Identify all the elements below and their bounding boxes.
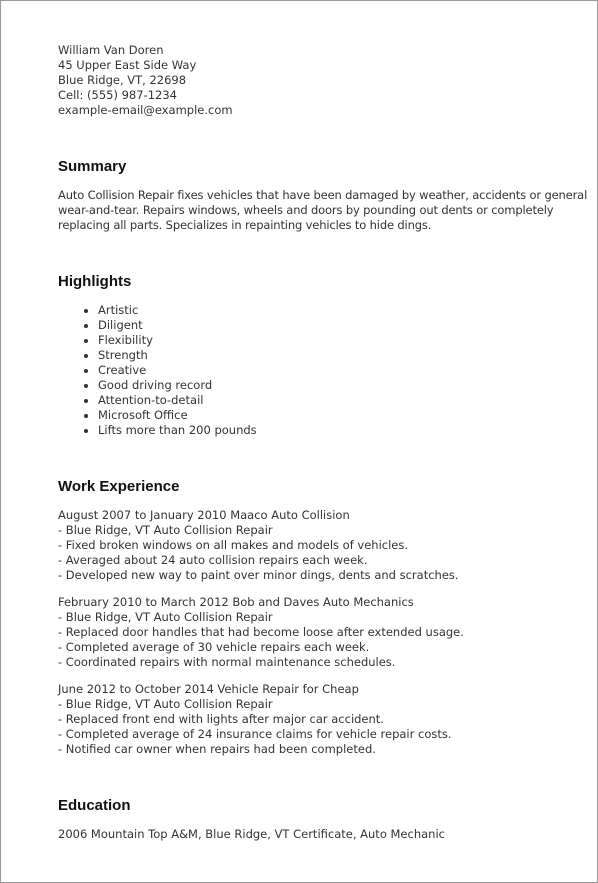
experience-heading: Work Experience: [58, 478, 180, 495]
job-detail-line: - Developed new way to paint over minor dings, dents and scratches.: [58, 568, 459, 582]
job-detail-line: - Completed average of 24 insurance claims for vehicle repair costs.: [58, 727, 452, 741]
summary-heading: Summary: [58, 158, 127, 175]
job-detail-line: - Notified car owner when repairs had been completed.: [58, 742, 376, 756]
highlight-item: • Diligent: [98, 318, 257, 333]
highlight-item: • Good driving record: [98, 378, 257, 393]
contact-phone: Cell: (555) 987-1234: [58, 88, 177, 102]
job-entry: [58, 682, 590, 757]
contact-address: 45 Upper East Side Way: [58, 58, 197, 72]
job-detail-line: - Fixed broken windows on all makes and models of vehicles.: [58, 538, 409, 552]
contact-email: example-email@example.com: [58, 103, 233, 117]
contact-block: [58, 43, 233, 118]
education-heading: Education: [58, 797, 131, 814]
job-title-line: June 2012 to October 2014 Vehicle Repair for Cheap: [58, 682, 359, 696]
job-detail-line: - Replaced front end with lights after major car accident.: [58, 712, 384, 726]
highlights-heading: Highlights: [58, 273, 132, 290]
job-entry: [58, 595, 590, 670]
contact-city: Blue Ridge, VT, 22698: [58, 73, 187, 87]
highlight-item: • Creative: [98, 363, 257, 378]
summary-text: Auto Collision Repair fixes vehicles that have been damaged by weather, accidents or general wear-and-tear. Repairs windows, wheels and doors by pounding out dents or completely replacing all parts. Specializes in repainting vehicles to hide dings.: [58, 188, 588, 232]
highlight-item: • Lifts more than 200 pounds: [98, 423, 257, 438]
job-detail-line: - Blue Ridge, VT Auto Collision Repair: [58, 610, 273, 624]
highlight-item: • Microsoft Office: [98, 408, 257, 423]
job-detail-line: - Blue Ridge, VT Auto Collision Repair: [58, 697, 273, 711]
job-detail-line: - Averaged about 24 auto collision repairs each week.: [58, 553, 368, 567]
highlight-item: • Attention-to-detail: [98, 393, 257, 408]
job-title-line: August 2007 to January 2010 Maaco Auto Collision: [58, 508, 350, 522]
highlight-item: • Flexibility: [98, 333, 257, 348]
education-text: 2006 Mountain Top A&M, Blue Ridge, VT Certificate, Auto Mechanic: [58, 827, 445, 841]
job-detail-line: - Replaced door handles that had become loose after extended usage.: [58, 625, 464, 639]
job-entry: [58, 508, 590, 583]
job-detail-line: - Blue Ridge, VT Auto Collision Repair: [58, 523, 273, 537]
education-entry: [58, 827, 590, 842]
job-detail-line: - Completed average of 30 vehicle repairs each week.: [58, 640, 370, 654]
job-detail-line: - Coordinated repairs with normal maintenance schedules.: [58, 655, 396, 669]
highlight-item: • Artistic: [98, 303, 257, 318]
job-title-line: February 2010 to March 2012 Bob and Daves Auto Mechanics: [58, 595, 414, 609]
contact-name: William Van Doren: [58, 43, 164, 57]
highlights-list: [78, 303, 257, 438]
highlight-item: • Strength: [98, 348, 257, 363]
